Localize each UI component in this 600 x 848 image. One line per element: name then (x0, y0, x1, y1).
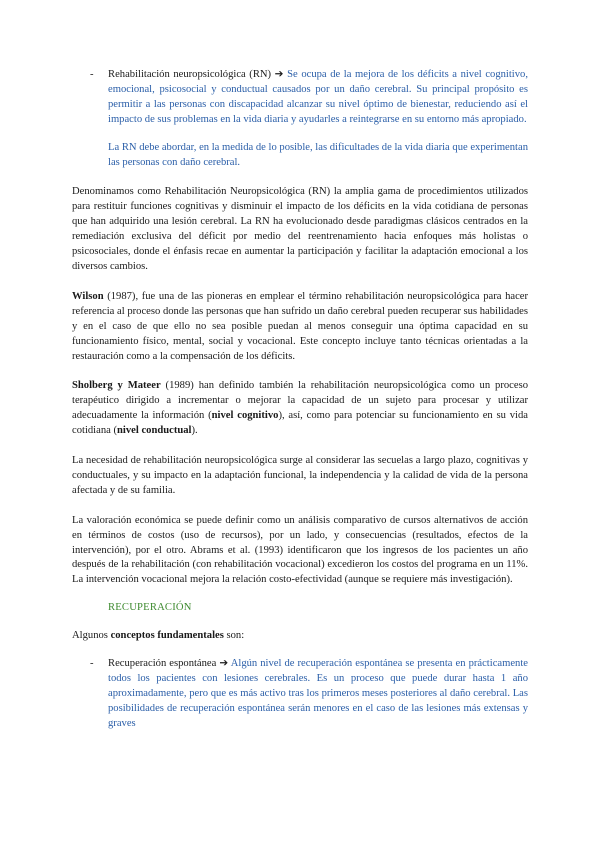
term-nivel-cognitivo: nivel cognitivo (211, 410, 279, 422)
bullet-term: Recuperación espontánea (108, 658, 217, 670)
paragraph-sholberg (72, 379, 528, 439)
paragraph-wilson (72, 290, 528, 365)
document-page (72, 68, 528, 732)
bullet-text (108, 657, 528, 732)
paragraph-conceptos (72, 629, 528, 644)
term-nivel-conductual: nivel conductual (117, 425, 192, 437)
bullet-definition: Se ocupa de la mejora de los déficits a nivel cognitivo, emocional, psicosocial y conductual causados por un daño cerebral. Su principal propósito es permitir a las personas con discapacidad alcanzar su nivel óptimo de bienestar, reduciendo así el impacto de sus problemas en la vida diaria y ayudarles a reintegrarse en su entorno más apropiado. (108, 69, 528, 125)
paragraph-sholberg-text-1: (1989) han definido también la rehabilitación neuropsicológica como un proceso terapéutico dirigido a incrementar o mejorar la capacidad de un sujeto para procesar y utilizar adecuadamente la información ( (72, 380, 528, 422)
author-sholberg: Sholberg y Mateer (72, 380, 161, 392)
paragraph-conceptos-end: son: (223, 630, 245, 642)
bullet-rehabilitacion (72, 68, 528, 170)
section-heading-recuperacion: RECUPERACIÓN (108, 602, 192, 614)
bullet-definition: Algún nivel de recuperación espontánea se presenta en prácticamente todos los pacientes con lesiones cerebrales. Es un proceso que puede durar hasta 1 año aproximadamente, pero que es más activo tras los primeros meses posteriores al daño cerebral. Las posibilidades de recuperación espontánea serán menores en el caso de las lesiones más extensas y graves (108, 658, 528, 729)
arrow-icon: ➔ (219, 658, 229, 670)
bullet-note: La RN debe abordar, en la medida de lo posible, las dificultades de la vida diaria que experimentan las personas con daño cerebral. (108, 141, 528, 168)
paragraph-valoracion: La valoración económica se puede definir como un análisis comparativo de cursos alternativos de acción en términos de costos (uso de recursos), por un lado, y consecuencias (resultados, efectos de la intervención), por el otro. Abrams et al. (1993) identificaron que los ingresos de los pacientes un año después de la rehabilitación (con rehabilitación vocacional) excedieron los costos del programa en un 11%. La intervención vocacional mejora la relación costo-efectividad (aunque se requiere más investigación). (72, 514, 528, 586)
bullet-dash: - (90, 69, 94, 80)
bullet-text (108, 68, 528, 128)
paragraph-rn-definition: Denominamos como Rehabilitación Neuropsicológica (RN) la amplia gama de procedimientos utilizados para restituir funciones cognitivas y disminuir el impacto de los déficits en la vida cotidiana de personas que han adquirido una lesión cerebral. La RN ha evolucionado desde paradigmas clásicos centrados en la remediación exclusiva del déficit por medio del reentrenamiento hacia enfoques más holistas o psicosociales, donde el énfasis recae en aumentar la participación y facilitar la adaptación emocional a los diversos cambios. (72, 186, 528, 272)
paragraph-wilson-text: (1987), fue una de las pioneras en emplear el término rehabilitación neuropsicológica para hacer referencia al proceso donde las personas que han sufrido un daño cerebral pueden recuperar sus habilidades y en el caso de que ello no sea posible puedan al menos conseguir una óptima capacidad en su funcionamiento físico, mental, social y vocacional. Este concepto incluye tanto técnicas orientadas a la restauración como a la compensación de los déficits. (72, 290, 528, 362)
author-wilson: Wilson (72, 290, 104, 302)
bullet-term: Rehabilitación neuropsicológica (RN) (108, 69, 272, 80)
bullet-recuperacion-espontanea (72, 657, 528, 732)
term-conceptos: conceptos fundamentales (110, 630, 224, 642)
paragraph-sholberg-text-3: ). (191, 425, 198, 437)
paragraph-necesidad: La necesidad de rehabilitación neuropsicológica surge al considerar las secuelas a largo plazo, cognitivas y conductuales, y su impacto en la adaptación funcional, la independencia y la calidad de vida de la persona afectada y de su familia. (72, 455, 528, 496)
bullet-dash: - (90, 658, 94, 670)
paragraph-sholberg-text-2: ), así, como para potenciar su funcionamiento en su vida cotidiana ( (72, 410, 528, 437)
arrow-icon: ➔ (274, 69, 284, 80)
paragraph-conceptos-text: Algunos (72, 630, 111, 642)
